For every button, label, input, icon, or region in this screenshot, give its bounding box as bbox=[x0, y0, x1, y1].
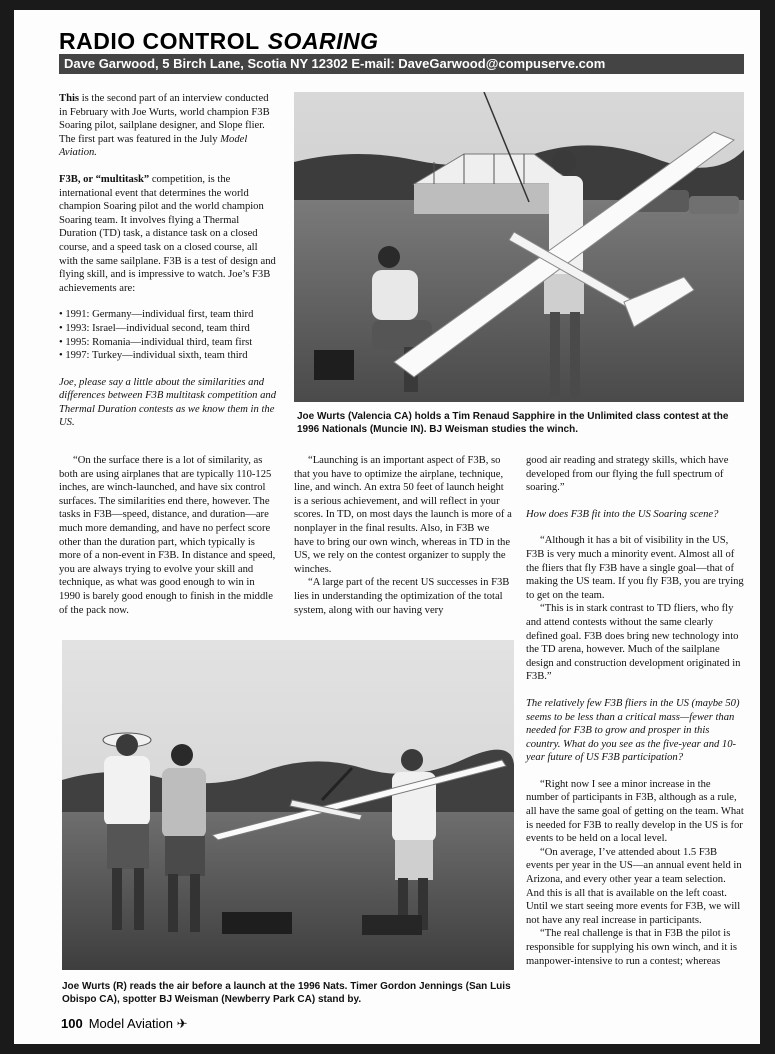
question-similarities: Joe, please say a little about the similarities and differences between F3B multitask competition and Thermal Duration contests as we know them in the US. bbox=[59, 376, 277, 429]
paragraph-minor-increase: “Right now I see a minor increase in the number of participants in F3B, although as a rule, all have the same goal of getting on the team. What is needed for F3B to really develop in the US is for events to be held on a local level. bbox=[526, 778, 744, 845]
f3b-bold: F3B, or “multitask” bbox=[59, 173, 150, 185]
lead-bold: This bbox=[59, 93, 80, 104]
photo-nationals bbox=[294, 92, 744, 402]
photo-nationals-image bbox=[294, 92, 744, 402]
photo-launch bbox=[62, 640, 514, 970]
paragraph-challenge: “The real challenge is that in F3B the pilot is responsible for supplying his own winch, and it is manpower-intensive to run a contest; whereas bbox=[526, 928, 737, 967]
paragraph-visibility: “Although it has a bit of visibility in the US, F3B is very much a minority event. Almost all of the fliers that fly F3B have a single goal—that of making the US team. If you fly F3B, you are trying to get on the team. bbox=[526, 535, 744, 601]
list-item: • 1993: Israel—individual second, team third bbox=[59, 322, 250, 334]
body-column-2 bbox=[294, 454, 512, 617]
magazine-name: Model Aviation bbox=[88, 1016, 174, 1031]
list-item: • 1997: Turkey—individual sixth, team third bbox=[59, 350, 248, 362]
paragraph-successes: “A large part of the recent US successes in F3B lies in understanding the optimization of the total system, along with our having very bbox=[294, 577, 510, 616]
magazine-ref: Model Aviation. bbox=[59, 133, 248, 159]
achievements-list bbox=[59, 308, 277, 362]
list-item: • 1995: Romania—individual third, team first bbox=[59, 336, 253, 348]
magazine-page bbox=[14, 10, 760, 1044]
paragraph-launching: “Launching is an important aspect of F3B, so that you have to optimize the airplane, technique, line, and winch. An extra 50 feet of launch height is a serious achievement, and will reflect in your scores. In TD, on most days the launch is more of a nonplayer in the final results. Also, in F3B we have to bring our own winch, whereas in TD in the US, we rely on the contest organizer to supply the winches. bbox=[294, 455, 512, 575]
paragraph-air-reading: good air reading and strategy skills, which have developed from our flying the full spectrum of soaring.” bbox=[526, 455, 729, 494]
body-column-1 bbox=[59, 454, 277, 617]
question-future: The relatively few F3B fliers in the US (maybe 50) seems to be less than a critical mass—fewer than needed for F3B to grow and prosper in this country. What do you see as the five-year and 10-year future of US F3B participation? bbox=[526, 697, 740, 764]
paragraph-average: “On average, I’ve attended about 1.5 F3B events per year in the US—an annual event held in Arizona, and every other year a team selection. And this is all that is available on the left coast. Until we start seeing more events for F3B, we will not have any real increase in participants. bbox=[526, 846, 742, 926]
question-us-scene: How does F3B fit into the US Soaring scene? bbox=[526, 508, 719, 520]
paragraph-contrast: “This is in stark contrast to TD fliers, who fly and attend contests without the same clearly defined goal. F3B does bring new technology into the TD arena, however. Much of the sailplane design and construction development originated in F3B.” bbox=[526, 603, 741, 683]
photo1-caption: Joe Wurts (Valencia CA) holds a Tim Renaud Sapphire in the Unlimited class contest at the 1996 Nationals (Muncie IN). BJ Weisman studies the winch. bbox=[297, 411, 729, 435]
answer-similarities: “On the surface there is a lot of similarity, as both are using airplanes that are typically 110-125 inches, are winch-launched, and have six control surfaces. The similarities end there, however. The tasks in F3B—speed, distance, and duration—are much more demanding, and have no perfect score other than the duration part, which typically is more of a non-event in F3B. In distance and speed, you are always trying to evolve your skill and technique, as what was good enough to win in 1990 is barely good enough to finish in the middle of the pack now. bbox=[59, 455, 276, 616]
list-item: • 1991: Germany—individual first, team third bbox=[59, 309, 254, 321]
intro-text: is the second part of an interview conducted in February with Joe Wurts, world champion F3B Soaring pilot, sailplane designer, and Slope flier. The first part was featured in the July bbox=[59, 93, 270, 145]
column-title bbox=[59, 28, 379, 55]
title-italic: SOARING bbox=[267, 28, 379, 54]
intro-paragraph bbox=[59, 92, 277, 160]
body-column-3 bbox=[526, 454, 744, 968]
photo2-caption: Joe Wurts (R) reads the air before a launch at the 1996 Nats. Timer Gordon Jennings (San Luis Obispo CA), spotter BJ Weisman (Newberry Park CA) stand by. bbox=[62, 981, 511, 1005]
airplane-icon: ✈ bbox=[176, 1016, 188, 1031]
photo-launch-image bbox=[62, 640, 514, 970]
page-footer bbox=[61, 1016, 188, 1032]
f3b-text: competition, is the international event that determines the world champion Soaring pilot and the world champion Soaring team. It involves flying a Thermal Duration (TD) task, a distance task on a closed course, and a speed task on a closed course, all with the same sailplane. F3B is a test of design and flying skill, and is impressive to watch. Joe’s F3B achievements are: bbox=[59, 173, 276, 294]
page-number: 100 bbox=[61, 1016, 83, 1031]
intro-column bbox=[59, 92, 277, 430]
f3b-paragraph bbox=[59, 173, 277, 295]
byline-bar: Dave Garwood, 5 Birch Lane, Scotia NY 12302 E-mail: DaveGarwood@compuserve.com bbox=[59, 54, 744, 74]
title-main: RADIO CONTROL bbox=[59, 28, 260, 54]
